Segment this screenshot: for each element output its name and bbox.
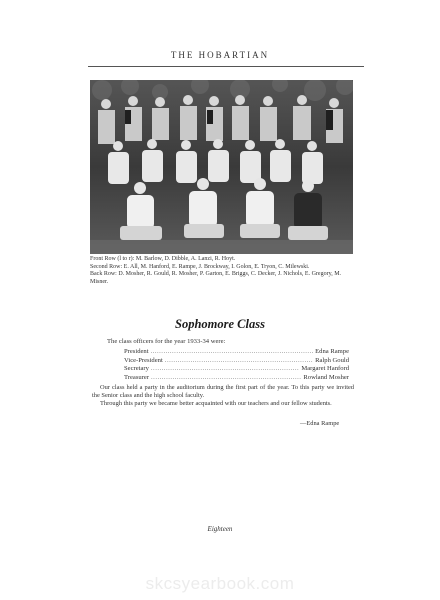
officer-row-vice-president [124, 357, 349, 366]
caption-back-row: Back Row: D. Mosher, R. Gould, R. Mosher, P. Garton, E. Briggs, C. Decker, J. Nichols, E. Gregory, M. Misner. [90, 271, 342, 285]
officer-name: Ralph Gould [315, 356, 349, 364]
officer-name: Edna Rampe [315, 348, 349, 355]
officer-row-president [124, 348, 349, 357]
report-paragraph-2: Through this party we became better acquainted with our teachers and our fellow students. [100, 400, 332, 408]
section-title: Sophomore Class [175, 317, 265, 331]
caption-second-row: Second Row: E. All, M. Hanford, E. Rampe, J. Brockway, I. Golon, E. Tryon, C. Milewski. [90, 263, 310, 270]
officer-row-treasurer [124, 374, 349, 383]
leader-dots [151, 374, 301, 383]
leader-dots [165, 357, 313, 366]
class-report [92, 384, 354, 409]
report-paragraph-1: Our class held a party in the auditorium during the first part of the year. To this party we invited the Senior class and the high school faculty. [92, 384, 354, 400]
leader-dots [151, 348, 314, 357]
officer-name: Rowland Mosher [303, 374, 349, 382]
officer-role: Secretary [124, 365, 149, 373]
officers-list [124, 348, 349, 383]
officer-row-secretary [124, 365, 349, 374]
officer-role: President [124, 348, 149, 355]
leader-dots [151, 365, 299, 374]
page-number: Eighteen [207, 525, 233, 533]
officer-role: Treasurer [124, 374, 150, 382]
report-signature: —Edna Rampe [300, 420, 340, 427]
officer-role: Vice-President [124, 356, 163, 364]
caption-front-row: Front Row (l to r): M. Barlow, D. Dibble, A. Lanzi, R. Hoyt. [90, 256, 236, 262]
officer-name: Margaret Hanford [301, 365, 349, 373]
site-watermark: skcsyearbook.com [145, 574, 295, 593]
photo-caption [90, 256, 356, 286]
class-photo [90, 80, 353, 254]
officers-intro: The class officers for the year 1933-34 were: [107, 338, 226, 345]
header-rule [88, 66, 364, 67]
class-photo-illustration [90, 80, 353, 254]
page-header-title: THE HOBARTIAN [170, 50, 270, 60]
